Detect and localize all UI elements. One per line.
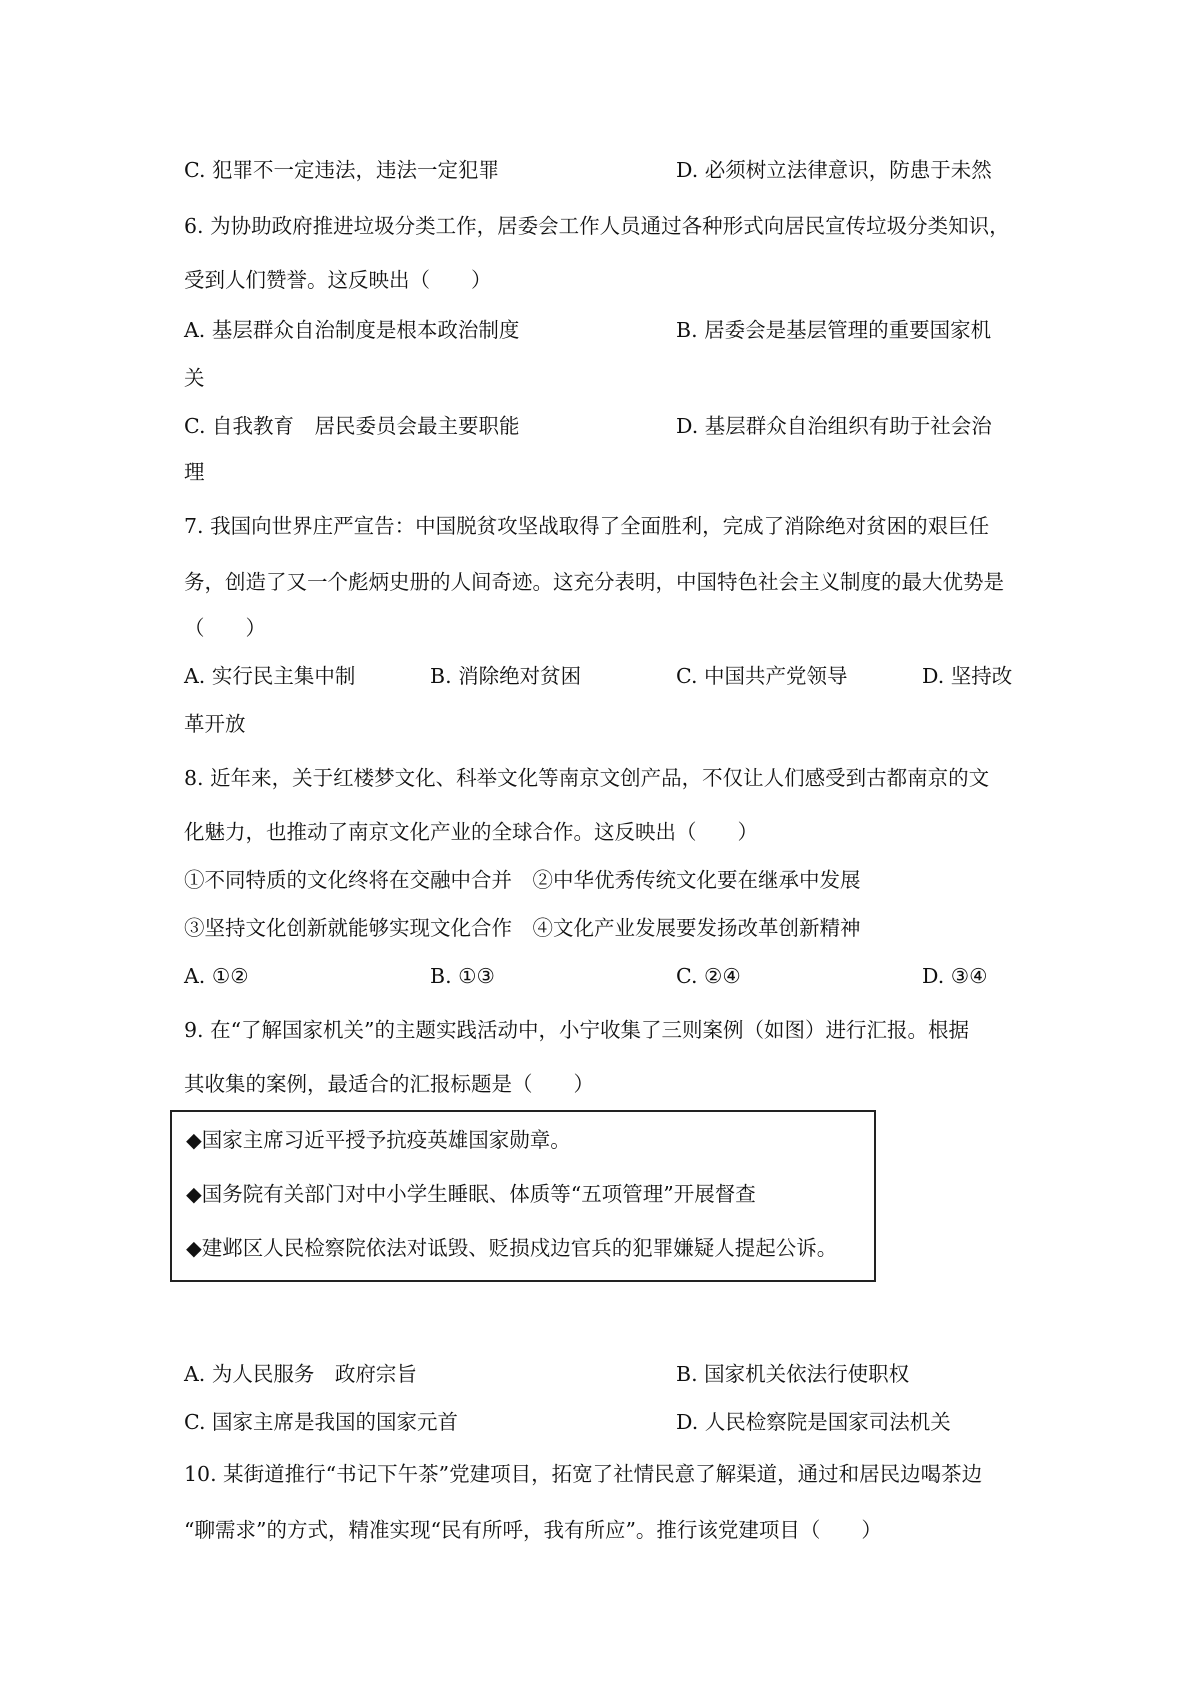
q6-stem-line1: 6. 为协助政府推进垃圾分类工作，居委会工作人员通过各种形式向居民宣传垃圾分类知识， <box>184 214 1010 238</box>
q9-option-c: C. 国家主席是我国的国家元首 <box>184 1410 458 1434</box>
q8-stem-line2: 化魅力，也推动了南京文化产业的全球合作。这反映出（ ） <box>184 820 758 844</box>
q9-option-b: B. 国家机关依法行使职权 <box>676 1362 910 1386</box>
q6-option-d-line2: 理 <box>184 460 205 484</box>
q7-option-d-line2: 革开放 <box>184 712 246 736</box>
q6-option-d-line1: D. 基层群众自治组织有助于社会治 <box>676 414 992 438</box>
q7-option-d-line1: D. 坚持改 <box>922 664 1013 688</box>
q9-stem-line1: 9. 在“了解国家机关”的主题实践活动中，小宁收集了三则案例（如图）进行汇报。根据 <box>184 1018 970 1042</box>
q9-case-1: ◆国家主席习近平授予抗疫英雄国家勋章。 <box>186 1128 571 1152</box>
q6-option-c: C. 自我教育 居民委员会最主要职能 <box>184 414 520 438</box>
q6-option-b-line2: 关 <box>184 366 205 390</box>
q10-stem-line2: “聊需求”的方式，精准实现“民有所呼，我有所应”。推行该党建项目（ ） <box>184 1518 882 1542</box>
q7-option-a: A. 实行民主集中制 <box>184 664 356 688</box>
q6-option-a: A. 基层群众自治制度是根本政治制度 <box>184 318 520 342</box>
q5-option-d: D. 必须树立法律意识，防患于未然 <box>676 158 992 182</box>
q6-option-b-line1: B. 居委会是基层管理的重要国家机 <box>676 318 992 342</box>
q9-case-2: ◆国务院有关部门对中小学生睡眠、体质等“五项管理”开展督查 <box>186 1182 756 1206</box>
q8-statements-line1: ①不同特质的文化终将在交融中合并 ②中华优秀传统文化要在继承中发展 <box>184 868 861 892</box>
q9-case-3: ◆建邺区人民检察院依法对诋毁、贬损戍边官兵的犯罪嫌疑人提起公诉。 <box>186 1236 838 1260</box>
q5-option-c: C. 犯罪不一定违法，违法一定犯罪 <box>184 158 499 182</box>
q8-option-d: D. ③④ <box>922 964 988 988</box>
q7-option-b: B. 消除绝对贫困 <box>430 664 582 688</box>
q9-stem-line2: 其收集的案例，最适合的汇报标题是（ ） <box>184 1072 594 1096</box>
q9-option-d: D. 人民检察院是国家司法机关 <box>676 1410 951 1434</box>
q7-stem-line2: 务，创造了又一个彪炳史册的人间奇迹。这充分表明，中国特色社会主义制度的最大优势是 <box>184 570 1004 594</box>
q8-option-c: C. ②④ <box>676 964 741 988</box>
q7-stem-line3: （ ） <box>184 616 266 640</box>
q8-statements-line2: ③坚持文化创新就能够实现文化合作 ④文化产业发展要发扬改革创新精神 <box>184 916 861 940</box>
q9-case-box <box>170 1110 876 1282</box>
q7-option-c: C. 中国共产党领导 <box>676 664 848 688</box>
q7-stem-line1: 7. 我国向世界庄严宣告：中国脱贫攻坚战取得了全面胜利，完成了消除绝对贫困的艰巨任 <box>184 514 990 538</box>
q6-stem-line2: 受到人们赞誉。这反映出（ ） <box>184 268 492 292</box>
q8-option-a: A. ①② <box>184 964 249 988</box>
q8-stem-line1: 8. 近年来，关于红楼梦文化、科举文化等南京文创产品，不仅让人们感受到古都南京的文 <box>184 766 990 790</box>
q8-option-b: B. ①③ <box>430 964 495 988</box>
q10-stem-line1: 10. 某街道推行“书记下午茶”党建项目，拓宽了社情民意了解渠道，通过和居民边喝茶边 <box>184 1462 983 1486</box>
q9-option-a: A. 为人民服务 政府宗旨 <box>184 1362 417 1386</box>
